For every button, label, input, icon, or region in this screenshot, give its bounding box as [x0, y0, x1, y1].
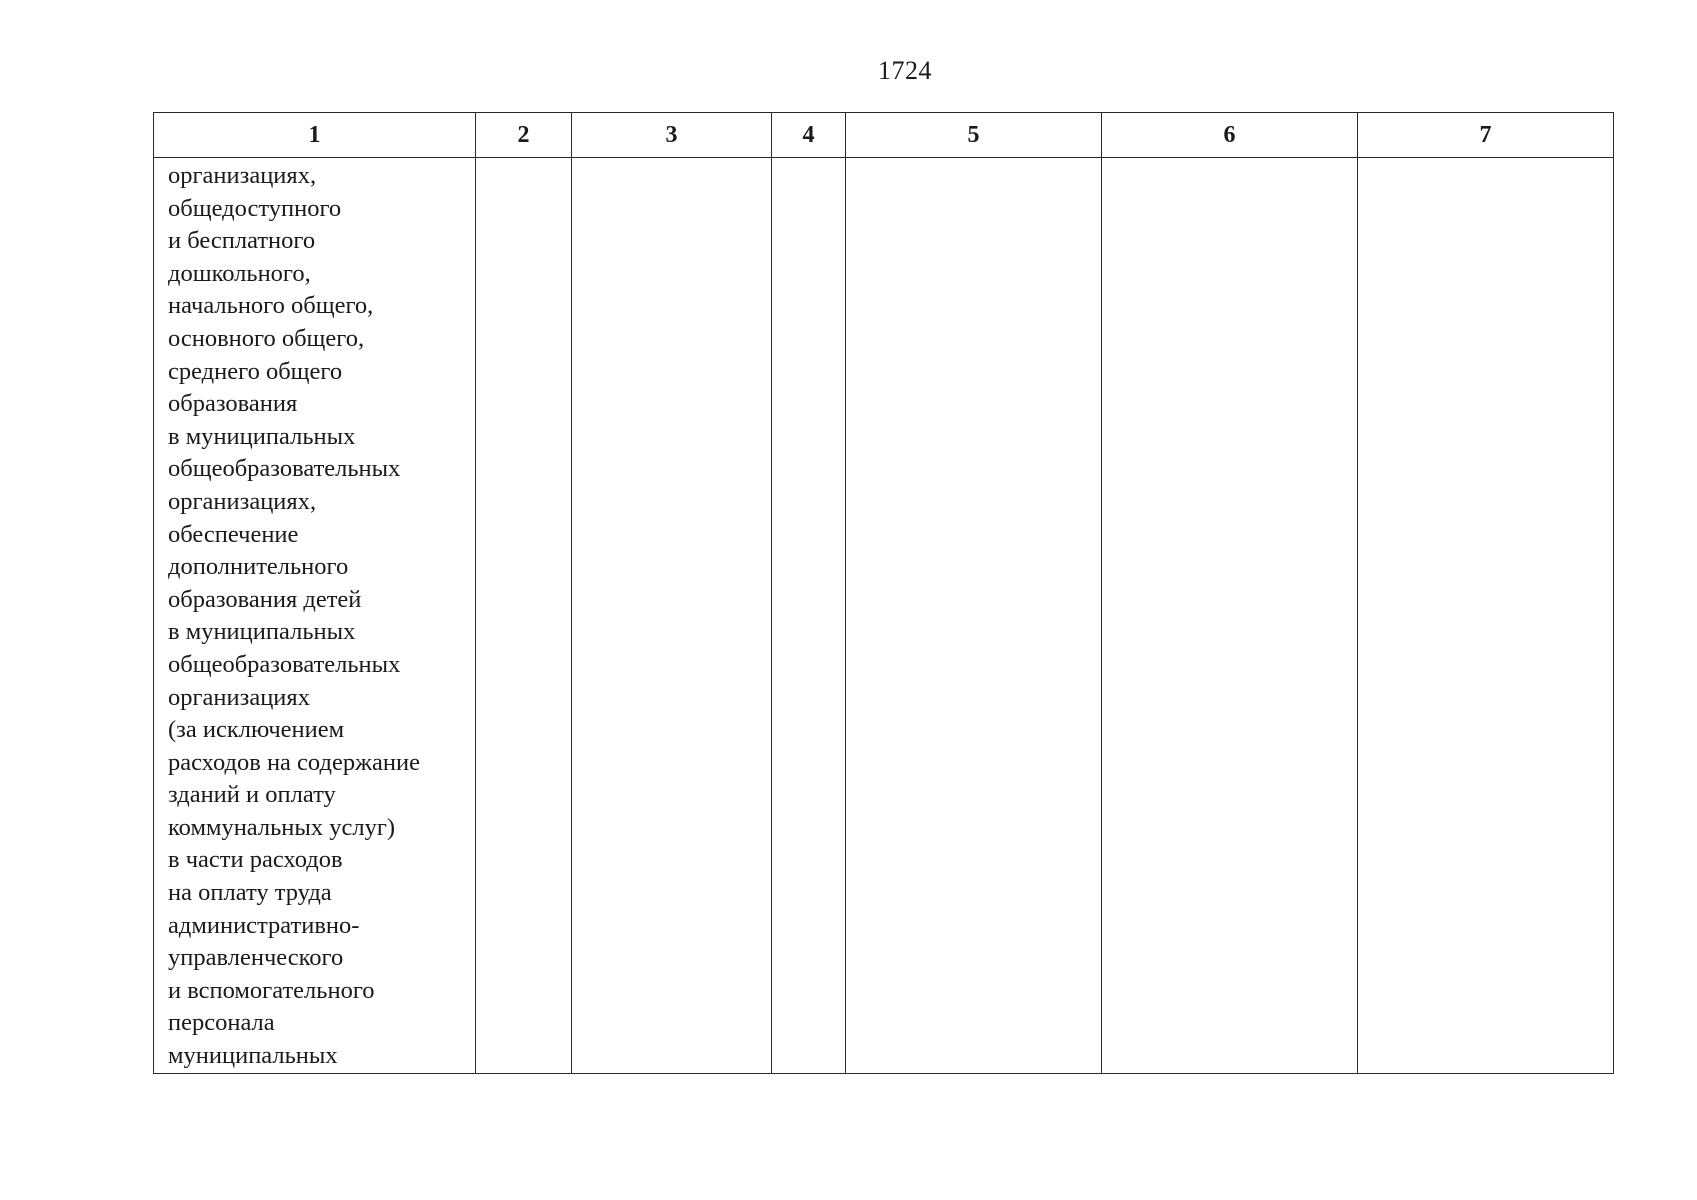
col-1-line: образования [168, 390, 298, 418]
col-1-line: среднего общего [168, 357, 343, 385]
col-1-line: и вспомогательного [168, 976, 375, 1004]
col-1-line: (за исключением [168, 716, 345, 744]
col-1-line: дошкольного, [168, 259, 311, 287]
col-1-line: организациях, [168, 487, 317, 515]
column-header-4: 4 [772, 113, 846, 158]
col-1-line: и бесплатного [168, 227, 316, 255]
column-header-2: 2 [476, 113, 572, 158]
cell-col-5 [846, 158, 1102, 1074]
col-1-line: общеобразовательных [168, 650, 401, 678]
col-1-line: персонала [168, 1009, 275, 1037]
column-header-1: 1 [154, 113, 476, 158]
col-1-line: обеспечение [168, 520, 299, 548]
col-1-line: общеобразовательных [168, 455, 401, 483]
col-1-line: в муниципальных [168, 618, 356, 646]
col-1-line: организациях [168, 683, 310, 711]
column-header-7: 7 [1358, 113, 1614, 158]
table-row [154, 158, 1614, 1074]
col-1-line: основного общего, [168, 324, 365, 352]
col-1-line: дополнительного [168, 553, 349, 581]
col-1-line: коммунальных услуг) [168, 813, 396, 841]
col-1-line: общедоступного [168, 194, 342, 222]
col-1-line: административно- [168, 911, 360, 939]
cell-col-3 [572, 158, 772, 1074]
col-1-line: на оплату труда [168, 879, 332, 907]
cell-col-7 [1358, 158, 1614, 1074]
col-1-line: управленческого [168, 944, 344, 972]
column-header-5: 5 [846, 113, 1102, 158]
col-1-line: начального общего, [168, 292, 374, 320]
document-table [153, 112, 1614, 1074]
col-1-line: в муниципальных [168, 422, 356, 450]
page-number: 1724 [878, 56, 932, 85]
cell-col-6 [1102, 158, 1358, 1074]
col-1-text [154, 158, 475, 1073]
cell-col-4 [772, 158, 846, 1074]
header-row [154, 113, 1614, 158]
col-1-line: образования детей [168, 585, 362, 613]
column-header-6: 6 [1102, 113, 1358, 158]
col-1-line: муниципальных [168, 1042, 338, 1070]
cell-col-2 [476, 158, 572, 1074]
col-1-line: организациях, [168, 162, 317, 189]
col-1-line: расходов на содержание [168, 748, 420, 776]
col-1-line: зданий и оплату [168, 781, 336, 809]
column-header-3: 3 [572, 113, 772, 158]
col-1-line: в части расходов [168, 846, 343, 874]
cell-col-1 [154, 158, 476, 1074]
